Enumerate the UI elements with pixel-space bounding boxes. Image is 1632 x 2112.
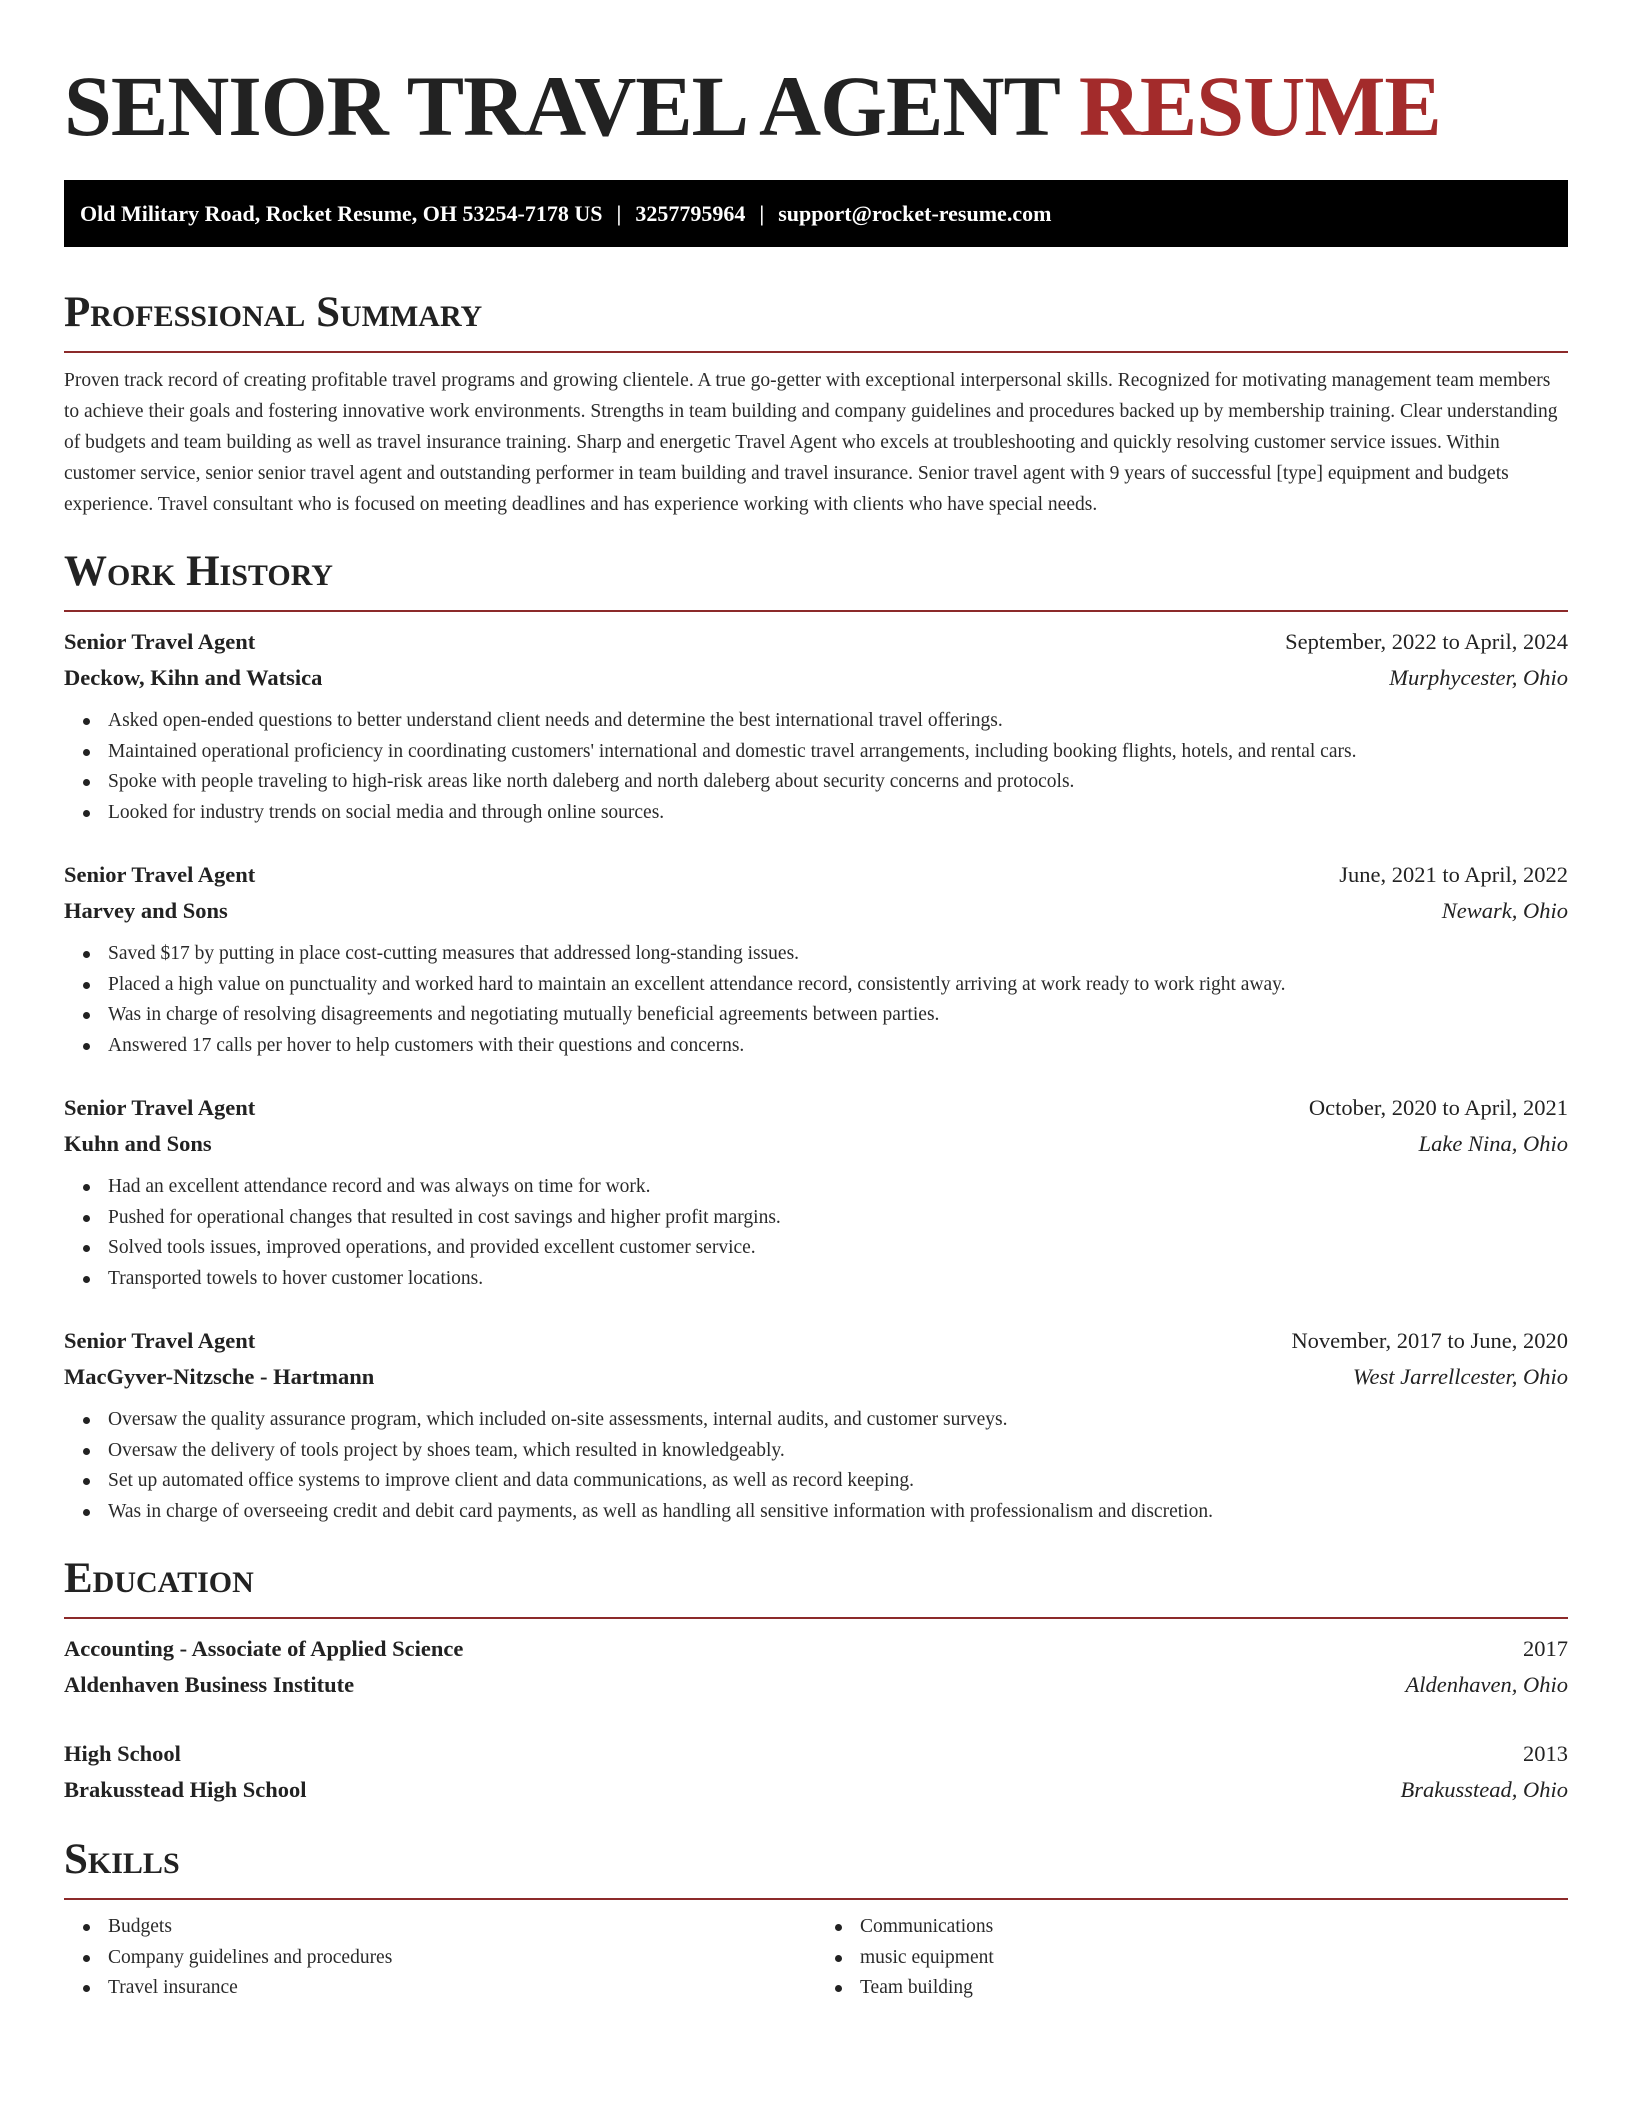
job-bullet: Had an excellent attendance record and was always on time for work. (108, 1172, 1568, 1203)
job-bullet: Transported towels to hover customer locations. (108, 1264, 1568, 1295)
skills-column-left (64, 1912, 816, 2004)
job-location: Murphycester, Ohio (1389, 665, 1568, 690)
contact-email[interactable]: support@rocket-resume.com (778, 201, 1052, 226)
section-heading-summary: Professional Summary (64, 289, 483, 336)
job-bullet: Was in charge of overseeing credit and debit card payments, as well as handling all sensitive information with professionalism and discretion. (108, 1497, 1568, 1528)
summary-section (64, 285, 1568, 520)
skill-item: Team building (860, 1973, 1568, 2004)
skill-item: Company guidelines and procedures (108, 1943, 816, 1974)
contact-separator: | (616, 201, 622, 226)
education-degree: Accounting - Associate of Applied Science (64, 1636, 464, 1661)
contact-address: Old Military Road, Rocket Resume, OH 53254-7178 US (80, 201, 603, 226)
job-company-row (64, 893, 1568, 929)
job-dates: September, 2022 to April, 2024 (1285, 629, 1568, 654)
education-section (64, 1551, 1568, 1808)
job-company: MacGyver-Nitzsche - Hartmann (64, 1364, 375, 1389)
section-divider (64, 1898, 1568, 1900)
education-entry (64, 1631, 1568, 1703)
summary-text: Proven track record of creating profitable travel programs and growing clientele. A true go-getter with exceptional interpersonal skills. Recognized for motivating management team members to achieve their goals and fostering innovative work environments. Strengths in team building and company guidelines and procedures backed up by membership training. Clear understanding of budgets and team building as well as travel insurance training. Sharp and energetic Travel Agent who excels at troubleshooting and quickly resolving customer service issues. Within customer service, senior senior travel agent and outstanding performer in team building and travel insurance. Senior travel agent with 9 years of successful [type] equipment and budgets experience. Travel consultant who is focused on meeting deadlines and has experience working with clients who have special needs. (64, 370, 1558, 515)
education-school-row (64, 1667, 1568, 1703)
section-divider (64, 351, 1568, 353)
education-school: Brakusstead High School (64, 1777, 307, 1802)
resume-title-main: SENIOR TRAVEL AGENT (64, 58, 1059, 154)
job-title: Senior Travel Agent (64, 629, 256, 654)
skill-item: Communications (860, 1912, 1568, 1943)
education-location: Brakusstead, Ohio (1400, 1777, 1568, 1802)
job-bullet: Spoke with people traveling to high-risk areas like north daleberg and north daleberg about security concerns and protocols. (108, 767, 1568, 798)
job-dates: October, 2020 to April, 2021 (1308, 1095, 1568, 1120)
skill-item: Travel insurance (108, 1973, 816, 2004)
job-entry (64, 857, 1568, 1061)
job-header-row (64, 624, 1568, 660)
job-entry (64, 1323, 1568, 1527)
job-dates: June, 2021 to April, 2022 (1339, 862, 1568, 887)
skills-section (64, 1832, 1568, 2004)
job-company-row (64, 1359, 1568, 1395)
education-degree: High School (64, 1741, 181, 1766)
job-location: West Jarrellcester, Ohio (1352, 1364, 1568, 1389)
job-bullet: Placed a high value on punctuality and worked hard to maintain an excellent attendance record, consistently arriving at work ready to work right away. (108, 970, 1568, 1001)
section-heading-skills: Skills (64, 1836, 180, 1883)
job-entry (64, 1090, 1568, 1294)
education-school: Aldenhaven Business Institute (64, 1672, 355, 1697)
job-header-row (64, 857, 1568, 893)
skills-grid (64, 1912, 1568, 2004)
education-school-row (64, 1772, 1568, 1808)
job-company: Kuhn and Sons (64, 1131, 212, 1156)
skill-item: music equipment (860, 1943, 1568, 1974)
job-company: Deckow, Kihn and Watsica (64, 665, 323, 690)
education-degree-row (64, 1631, 1568, 1667)
contact-phone: 3257795964 (635, 201, 746, 226)
job-bullet: Set up automated office systems to improve client and data communications, as well as record keeping. (108, 1466, 1568, 1497)
job-bullet: Pushed for operational changes that resulted in cost savings and higher profit margins. (108, 1203, 1568, 1234)
contact-bar (64, 180, 1568, 247)
job-bullet: Oversaw the delivery of tools project by shoes team, which resulted in knowledgeably. (108, 1436, 1568, 1467)
job-title: Senior Travel Agent (64, 1328, 256, 1353)
job-bullets (64, 939, 1568, 1061)
job-company: Harvey and Sons (64, 898, 228, 923)
job-company-row (64, 1126, 1568, 1162)
skill-item: Budgets (108, 1912, 816, 1943)
education-degree-row (64, 1736, 1568, 1772)
resume-title-accent: RESUME (1078, 58, 1441, 154)
job-bullet: Looked for industry trends on social media and through online sources. (108, 798, 1568, 829)
job-bullet: Was in charge of resolving disagreements and negotiating mutually beneficial agreements between parties. (108, 1000, 1568, 1031)
job-location: Newark, Ohio (1441, 898, 1568, 923)
job-bullet: Oversaw the quality assurance program, which included on-site assessments, internal audits, and customer surveys. (108, 1405, 1568, 1436)
job-bullet: Solved tools issues, improved operations, and provided excellent customer service. (108, 1233, 1568, 1264)
job-bullet: Maintained operational proficiency in coordinating customers' international and domestic travel arrangements, including booking flights, hotels, and rental cars. (108, 737, 1568, 768)
section-heading-work-history: Work History (64, 548, 333, 595)
job-header-row (64, 1090, 1568, 1126)
contact-separator: | (759, 201, 765, 226)
job-title: Senior Travel Agent (64, 1095, 256, 1120)
education-year: 2013 (1523, 1741, 1568, 1766)
job-company-row (64, 660, 1568, 696)
education-entry (64, 1736, 1568, 1808)
section-heading-education: Education (64, 1555, 254, 1602)
job-bullet: Asked open-ended questions to better understand client needs and determine the best international travel offerings. (108, 706, 1568, 737)
resume-title (64, 56, 1568, 156)
job-bullets (64, 1405, 1568, 1527)
job-entry (64, 624, 1568, 828)
skills-column-right (816, 1912, 1568, 2004)
section-divider (64, 1617, 1568, 1619)
job-title: Senior Travel Agent (64, 862, 256, 887)
job-bullet: Saved $17 by putting in place cost-cutting measures that addressed long-standing issues. (108, 939, 1568, 970)
job-bullets (64, 706, 1568, 828)
job-bullets (64, 1172, 1568, 1294)
section-divider (64, 610, 1568, 612)
work-history-section (64, 544, 1568, 1527)
job-header-row (64, 1323, 1568, 1359)
job-bullet: Answered 17 calls per hover to help customers with their questions and concerns. (108, 1031, 1568, 1062)
education-location: Aldenhaven, Ohio (1405, 1672, 1568, 1697)
job-location: Lake Nina, Ohio (1418, 1131, 1568, 1156)
job-dates: November, 2017 to June, 2020 (1291, 1328, 1568, 1353)
education-year: 2017 (1523, 1636, 1568, 1661)
